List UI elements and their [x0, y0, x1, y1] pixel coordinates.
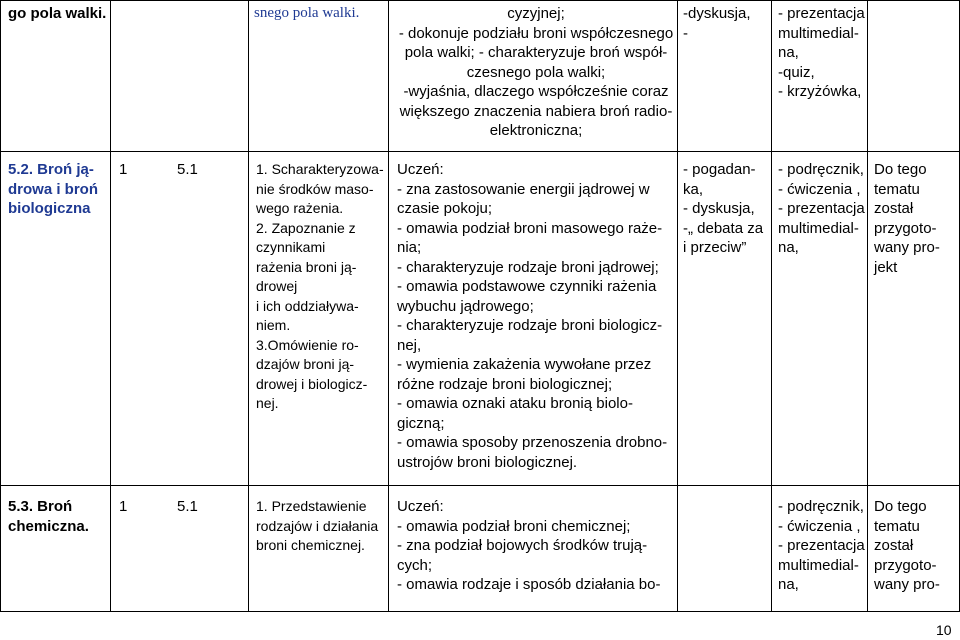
row2-methods: - pogadan- ka, - dyskusja, -„ debata za i przeciw” [683, 161, 764, 256]
row2-topic: 5.2. Broń ją- drowa i broń biologiczna [8, 161, 98, 217]
row3-ref: 5.1 [177, 498, 198, 515]
row1-topic: go pola walki. [8, 5, 107, 22]
row1-goals: snego pola walki. [254, 5, 360, 21]
row3-outcomes: Uczeń: - omawia podział broni chemicznej; - zna podział bojowych środków trują- cych; - omawia rodzaje i sposób działania bo- [397, 498, 661, 593]
row3-notes: Do tego tematu został przygoto- wany pro- [874, 498, 940, 593]
column-divider [0, 0, 1, 611]
row2-notes: Do tego tematu został przygoto- wany pro- jekt [874, 161, 940, 276]
row2-outcomes: Uczeń: - zna zastosowanie energii jądrowej w czasie pokoju; - omawia podział broni masowego raże- nia; - charakteryzuje rodzaje broni jądrowej; - omawia podstawowe czynniki rażenia wybuchu jądrowego; - charakteryzuje rodzaje broni biologicz- nej, - wymienia zakażenia wywołane przez różne rodzaje broni biologicznej; - omawia oznaki ataku bronią biolo- giczną; - omawia sposoby przenoszenia drobno- ustrojów broni biologicznej. [397, 161, 668, 471]
column-divider [677, 0, 678, 611]
row1-outcomes: cyzyjnej; - dokonuje podziału broni współczesnego pola walki; - charakteryzuje broń współ- czesnego pola walki; -wyjaśnia, dlaczego współcześnie coraz większego znaczenia nabiera broń radio- elektroniczna; [398, 5, 674, 139]
row-divider [0, 485, 960, 486]
column-divider [248, 0, 249, 611]
row-divider [0, 151, 960, 152]
row2-aids: - podręcznik, - ćwiczenia , - prezentacja multimedial- na, [778, 161, 865, 256]
row1-aids: - prezentacja multimedial- na, -quiz, - krzyżówka, [778, 5, 865, 100]
row3-aids: - podręcznik, - ćwiczenia , - prezentacja multimedial- na, [778, 498, 865, 593]
table-border [0, 611, 960, 612]
column-divider [867, 0, 868, 611]
column-divider [110, 0, 111, 611]
row3-hours: 1 [119, 498, 128, 515]
row3-topic: 5.3. Broń chemiczna. [8, 498, 89, 535]
row2-ref: 5.1 [177, 161, 198, 178]
table-border [0, 0, 960, 1]
column-divider [388, 0, 389, 611]
page-number: 10 [936, 622, 952, 638]
row2-content: 1. Scharakteryzowa- nie środków maso- wego rażenia. 2. Zapoznanie z czynnikami rażenia broni ją- drowej i ich oddziaływa- niem. 3.Omówienie ro- dzajów broni ją- drowej i biologicz- nej. [256, 161, 384, 411]
row2-hours: 1 [119, 161, 128, 178]
row3-content: 1. Przedstawienie rodzajów i działania broni chemicznej. [256, 498, 379, 553]
row1-methods: -dyskusja, - [683, 5, 751, 42]
column-divider [771, 0, 772, 611]
